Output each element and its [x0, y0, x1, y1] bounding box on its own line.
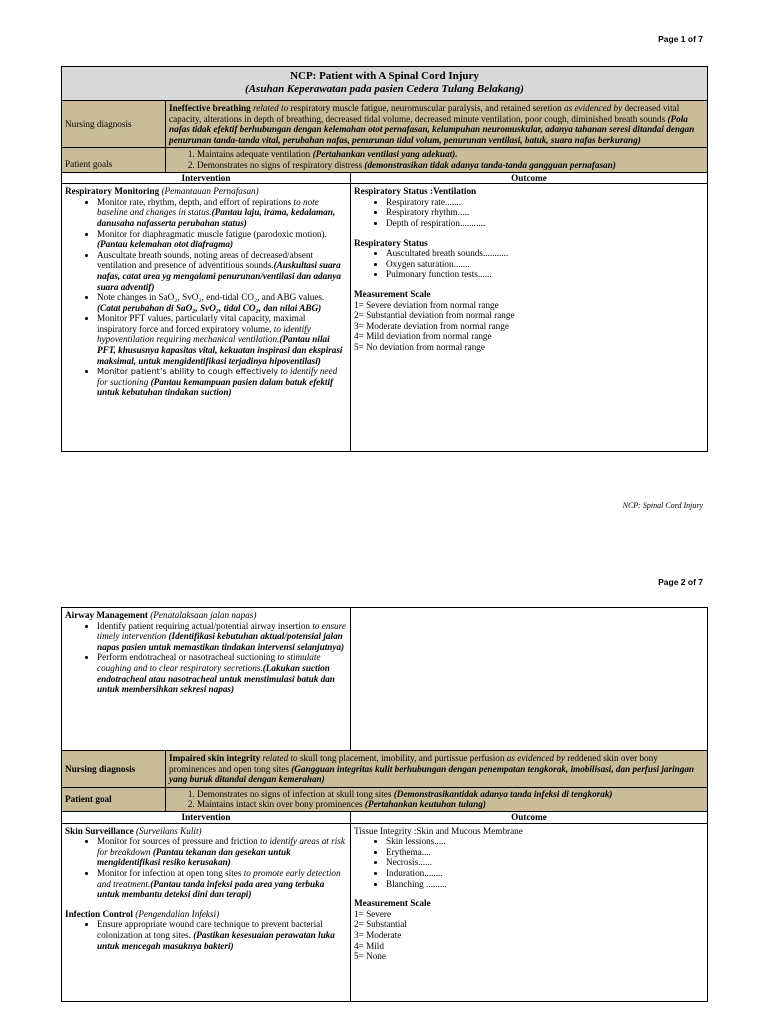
scale-item: 1= Severe — [354, 908, 392, 919]
list-item: • Identify patient requiring actual/potential airway insertion to ensure timely intervention (Identifikasi kebutuhan aktual/potensial jalan napas pasien untuk memastikan tindakan intervensi selanjutnya) — [97, 621, 347, 653]
page-number: Page 1 of 7 — [658, 34, 703, 44]
interventions-column: Skin Surveillance (Surveilans Kulit) • Monitor for sources of pressure and friction to identify areas at risk for breakdown (Pantau tekanan dan gesekan untuk mengidentifikasi resiko kerusakan) • Monitor for infection at open tong sites to promote early detection and treatment.(Pantau tanda infeksi pada area yang terbuka untuk membantu deteksi dini dan terapi) Infection Control (Pengendalian Infeksi) • Ensure appropriate wound care technique to prevent bacterial colonization at tong sites. (Pastikan kesesuaian perawatan luka untuk mencegah masuknya bakteri) — [62, 824, 351, 1001]
list-item: • Pulmonary function tests...... — [386, 269, 704, 280]
list-item: • Auscultated breath sounds........... — [386, 248, 704, 259]
scale-item: 1= Severe deviation from normal range — [354, 299, 499, 310]
scale-item: 3= Moderate deviation from normal range — [354, 320, 509, 331]
nursing-diagnosis-row — [62, 100, 707, 147]
list-item: • Skin lessions..... — [386, 836, 704, 847]
scale-item: 3= Moderate — [354, 929, 402, 940]
outcome-header: Outcome — [511, 811, 547, 822]
intervention-header: Intervention — [62, 812, 351, 823]
page-number: Page 2 of 7 — [658, 577, 703, 587]
patient-goal-label: Patient goal — [65, 794, 112, 805]
outcome-status-heading: Tissue Integrity :Skin and Mucous Membrane — [354, 825, 523, 836]
section-heading: Infection Control — [65, 908, 133, 919]
list-item: • Monitor rate, rhythm, depth, and effort of repirations to note baseline and changes in status.(Pantau laju, irama, kedalaman, danusaha nafasserta perubahan status) — [97, 197, 347, 229]
intervention-outcome-row — [62, 823, 707, 1001]
goal-item: 2. Demonstrates no signs of respiratory distress (demonstrasikan tidak adanya tanda-tanda gangguan pernafasan) — [197, 160, 704, 171]
nursing-diagnosis-text: Ineffective breathing related to respiratory muscle fatigue, neuromuscular paralysis, and retained seretion as evidenced by decreased vital capacity, alterations in depth of breathing, decreased tidal volume, decreased minute ventilation, poor cough, diminished breath sounds (Pola nafas tidak efektif berhubungan dengan kelemahan otot pernafasan, kelumpuhan neuromuskular, adanya tahanan seresi ditandai dengan penurunan tanda-tanda vital, perubahan nafas, penurunan tidal volum, penurunan ventilasi, batuk, suara nafas berkurang) — [169, 103, 695, 145]
section-heading: Skin Surveillance — [65, 825, 134, 836]
list-item: • Ensure appropriate wound care technique to prevent bacterial colonization at tong sites. (Pastikan kesesuaian perawatan luka untuk mencegah masuknya bakteri) — [97, 919, 347, 951]
nursing-diagnosis-label: Nursing diagnosis — [65, 763, 136, 774]
patient-goals-row — [62, 147, 707, 171]
nursing-diagnosis-text: Impaired skin integrity related to skull tong placement, imobility, and purtissue perfusion as evidenced by reddened skin over bony prominences and open tong sites (Gangguan integritas kulit berhubungan dengan penempatan tengkorak, imobilisasi, dan perfusi jaringan yang buruk ditandai dengan kemerahan) — [169, 753, 695, 785]
list-item: • Induration........ — [386, 868, 704, 879]
nursing-diagnosis-label: Nursing diagnosis — [65, 118, 132, 129]
scale-item: 2= Substantial deviation from normal range — [354, 310, 515, 321]
list-item: • Blanching ......... — [386, 879, 704, 890]
patient-goals-label: Patient goals — [65, 158, 113, 169]
list-item: • Erythema.... — [386, 847, 704, 858]
outcome-status-heading: Respiratory Status :Ventilation — [354, 186, 477, 197]
interventions-column: Airway Management (Penatalaksaan jalan napas) • Identify patient requiring actual/potential airway insertion to ensure timely intervention (Identifikasi kebutuhan aktual/potensial jalan napas pasien untuk memastikan tindakan intervensi selanjutnya) • Perform endotracheal or nasotracheal suctioning to stimulate coughing and to clear respiratory secretions.(Lakukan suction endotracheal atau nasotracheal untuk menstimulasi batuk dan untuk membersihkan sekresi napas) — [62, 608, 351, 750]
column-headers — [62, 172, 707, 184]
ncp-table-page1 — [61, 66, 708, 452]
list-item: • Monitor for diaphragmatic muscle fatigue (parodoxic motion).(Pantau kelemahan otot diafragma) — [97, 229, 347, 250]
outcome-status-heading: Respiratory Status — [354, 237, 428, 248]
list-item: • Monitor patient’s ability to cough effectively to identify need for suctioning (Pantau kemampuan pasien dalam batuk efektif untuk kebutuhan tindakan suction) — [97, 366, 347, 398]
title-row — [62, 67, 707, 100]
list-item: • Oxygen saturation....... — [386, 259, 704, 270]
list-item: • Auscultate breath sounds, noting areas of decreased/absent ventilation and presence of adventitious sounds.(Auskultasi suara nafas, catat area yg mengalami penurunan/ventilasi dan adanya suara adventif) — [97, 250, 347, 292]
scale-item: 5= No deviation from normal range — [354, 341, 485, 352]
outcomes-column — [351, 608, 707, 750]
scale-item: 4= Mild deviation from normal range — [354, 331, 492, 342]
nursing-diagnosis-row — [62, 750, 707, 787]
list-item: • Monitor for infection at open tong sites to promote early detection and treatment.(Pantau tanda infeksi pada area yang terbuka untuk membantu deteksi dini dan terapi) — [97, 868, 347, 900]
intervention-list — [65, 919, 347, 951]
intervention-header: Intervention — [62, 173, 351, 184]
patient-goal-row — [62, 787, 707, 811]
scale-item: 5= None — [354, 951, 386, 962]
outcomes-column — [351, 184, 707, 451]
list-item: • Note changes in SaO₂, SvO₂, end-tidal CO₂, and ABG values. (Catat perubahan di SaO₂, SvO₂, tidal CO₂, dan nilai ABG) — [97, 292, 347, 313]
patient-goals-list — [169, 789, 704, 810]
list-item: • Respiratory rate....... — [386, 197, 704, 208]
list-item: • Monitor for sources of pressure and friction to identify areas at risk for breakdown (Pantau tekanan dan gesekan untuk mengidentifikasi resiko kerusakan) — [97, 836, 347, 868]
scale-item: 4= Mild — [354, 940, 384, 951]
goal-item: 2. Maintains intact skin over bony prominences (Pertahankan keutuhan tulang) — [197, 799, 704, 810]
list-item: • Depth of respiration........... — [386, 218, 704, 229]
section-heading: Respiratory Monitoring — [65, 186, 160, 197]
goal-item: 1. Demonstrates no signs of infection at skull tong sites (Demonstrasikantidak adanya tanda infeksi di tengkorak) — [197, 789, 704, 800]
page-footer: NCP: Spinal Cord Injury — [622, 501, 703, 510]
scale-item: 2= Substantial — [354, 919, 407, 930]
section-heading: Airway Management — [65, 610, 148, 620]
document-title: NCP: Patient with A Spinal Cord Injury — [290, 70, 479, 82]
column-headers — [62, 811, 707, 823]
list-item: • Respiratory rhythm..... — [386, 207, 704, 218]
measurement-scale-heading: Measurement Scale — [354, 898, 431, 909]
interventions-column: Respiratory Monitoring (Pemantauan Pernafasan) • Monitor rate, rhythm, depth, and effort of repirations to note baseline and changes in status.(Pantau laju, irama, kedalaman, danusaha nafasserta perubahan status) • Monitor for diaphragmatic muscle fatigue (parodoxic motion).(Pantau kelemahan otot diafragma) • Auscultate breath sounds, noting areas of decreased/absent ventilation and presence of adventitious sounds.(Auskultasi suara nafas, catat area yg mengalami penurunan/ventilasi dan adanya suara adventif) • Note changes in SaO₂, SvO₂, end-tidal CO₂, and ABG values. (Catat perubahan di SaO₂, SvO₂, tidal CO₂, dan nilai ABG) • Monitor PFT values, particularly vital capacity, maximal inspiratory force and forced expiratory volume, to identify hypoventilation requiring mechanical ventilation.(Pantau nilai PFT, khususnya kapasitas vital, kekuatan inspirasi dan ekspirasi maksimal, untuk mengidentifikasi terjadinya hipoventilasi) • Monitor patient’s ability to cough effectively to identify need for suctioning (Pantau kemampuan pasien dalam batuk efektif untuk kebutuhan tindakan suction) — [62, 184, 351, 451]
outcome-list — [354, 836, 704, 889]
goal-item: 1. Maintains adequate ventilation (Pertahankan ventilasi yang adekuat). — [197, 149, 704, 160]
outcome-list — [354, 197, 704, 229]
intervention-list — [65, 621, 347, 695]
measurement-scale-heading: Measurement Scale — [354, 288, 431, 299]
document-subtitle: (Asuhan Keperawatan pada pasien Cedera Tulang Belakang) — [245, 83, 524, 95]
outcome-header: Outcome — [511, 172, 547, 183]
intervention-list — [65, 836, 347, 900]
list-item: • Necrosis...... — [386, 857, 704, 868]
outcomes-column — [351, 824, 707, 1001]
list-item: • Perform endotracheal or nasotracheal suctioning to stimulate coughing and to clear respiratory secretions.(Lakukan suction endotracheal atau nasotracheal untuk menstimulasi batuk dan untuk membersihkan sekresi napas) — [97, 652, 347, 694]
list-item: • Monitor PFT values, particularly vital capacity, maximal inspiratory force and forced expiratory volume, to identify hypoventilation requiring mechanical ventilation.(Pantau nilai PFT, khususnya kapasitas vital, kekuatan inspirasi dan ekspirasi maksimal, untuk mengidentifikasi terjadinya hipoventilasi) — [97, 313, 347, 366]
intervention-list — [65, 197, 347, 398]
outcome-list — [354, 248, 704, 280]
patient-goals-list — [169, 149, 704, 170]
airway-management-row — [62, 608, 707, 750]
ncp-table-page2 — [61, 607, 708, 1002]
intervention-outcome-row — [62, 183, 707, 451]
